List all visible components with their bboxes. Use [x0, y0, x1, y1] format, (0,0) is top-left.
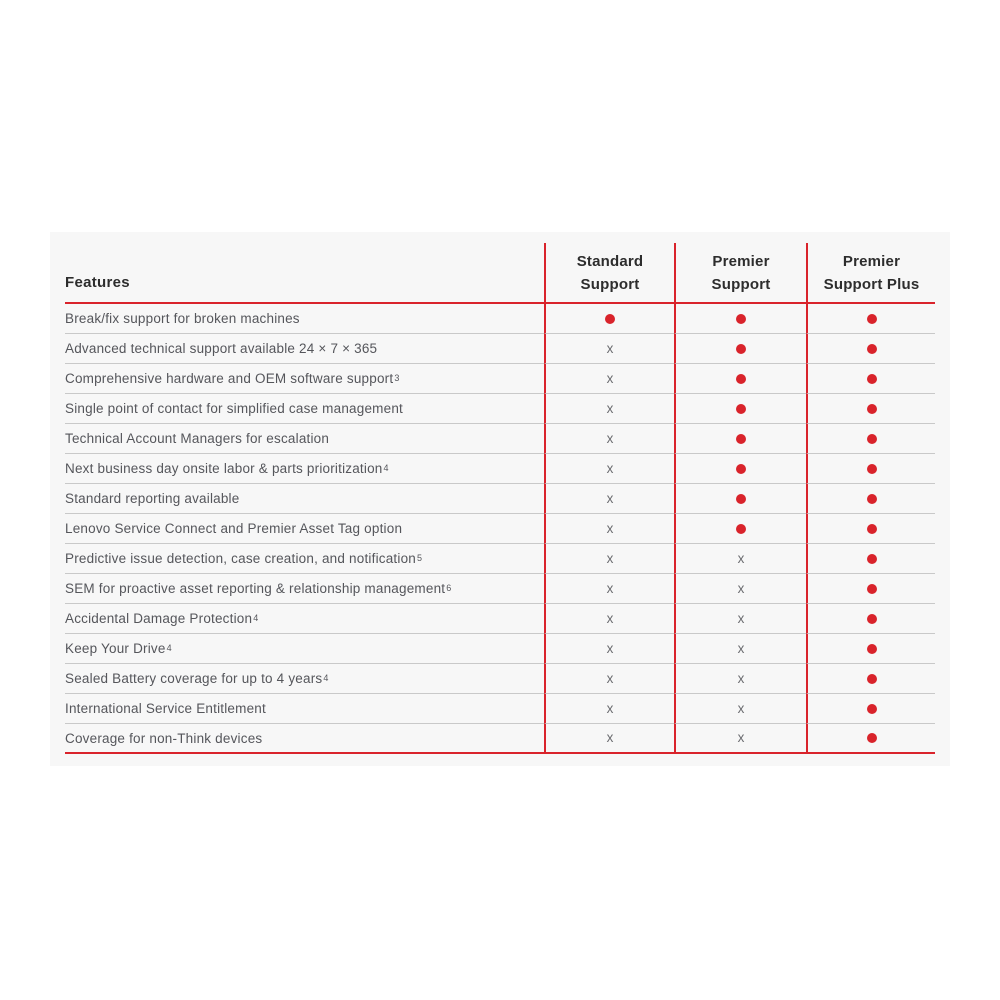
plan-name-line1: Premier: [842, 252, 901, 270]
not-included-x-mark: x: [606, 640, 614, 656]
not-included-x-mark: x: [737, 640, 745, 656]
availability-cell: [544, 424, 674, 454]
support-comparison-table: [65, 243, 935, 754]
not-included-x-mark: x: [606, 460, 614, 476]
availability-cell: [674, 694, 806, 724]
availability-cell: [544, 304, 674, 334]
not-included-x-mark: x: [606, 700, 614, 716]
availability-cell: [544, 664, 674, 694]
feature-text: Comprehensive hardware and OEM software support: [65, 371, 394, 386]
included-dot-icon: [867, 374, 877, 384]
feature-label: [65, 574, 544, 604]
plan-name-line2: Support: [711, 275, 771, 293]
not-included-x-mark: x: [737, 580, 745, 596]
availability-cell: [806, 664, 935, 694]
not-included-x-mark: x: [737, 670, 745, 686]
feature-text: Next business day onsite labor & parts prioritization: [65, 461, 383, 476]
feature-text: Coverage for non-Think devices: [65, 730, 263, 746]
included-dot-icon: [736, 434, 746, 444]
included-dot-icon: [867, 704, 877, 714]
availability-cell: [806, 604, 935, 634]
availability-cell: [806, 634, 935, 664]
feature-text: Lenovo Service Connect and Premier Asset Tag option: [65, 521, 403, 536]
included-dot-icon: [867, 674, 877, 684]
availability-cell: [806, 334, 935, 364]
plan-name-line2: Support Plus: [823, 275, 920, 293]
feature-label: [65, 664, 544, 694]
availability-cell: [544, 514, 674, 544]
plan-column-header-2: [674, 243, 806, 304]
plan-column-header-1: [544, 243, 674, 304]
availability-cell: [544, 484, 674, 514]
not-included-x-mark: x: [606, 580, 614, 596]
feature-label: [65, 334, 544, 364]
availability-cell: [806, 304, 935, 334]
feature-text: SEM for proactive asset reporting & relationship management: [65, 581, 446, 596]
availability-cell: [544, 604, 674, 634]
plan-name-line1: Standard: [576, 252, 644, 270]
included-dot-icon: [736, 464, 746, 474]
not-included-x-mark: x: [606, 370, 614, 386]
availability-cell: [674, 454, 806, 484]
feature-label: [65, 304, 544, 334]
feature-text: Standard reporting available: [65, 491, 240, 506]
included-dot-icon: [867, 733, 877, 743]
features-column-header: Features: [65, 243, 544, 304]
feature-label: [65, 604, 544, 634]
availability-cell: [544, 364, 674, 394]
not-included-x-mark: x: [737, 550, 745, 566]
included-dot-icon: [736, 524, 746, 534]
feature-text: International Service Entitlement: [65, 701, 266, 716]
feature-footnote-superscript: 4: [323, 673, 329, 683]
included-dot-icon: [736, 494, 746, 504]
availability-cell: [674, 304, 806, 334]
availability-cell: [806, 514, 935, 544]
availability-cell: [674, 664, 806, 694]
availability-cell: [544, 574, 674, 604]
availability-cell: [674, 364, 806, 394]
availability-cell: [544, 544, 674, 574]
included-dot-icon: [736, 374, 746, 384]
not-included-x-mark: x: [737, 730, 745, 746]
not-included-x-mark: x: [606, 520, 614, 536]
feature-label: [65, 394, 544, 424]
feature-footnote-superscript: 4: [253, 613, 259, 623]
availability-cell: [674, 484, 806, 514]
included-dot-icon: [867, 554, 877, 564]
availability-cell: [806, 424, 935, 454]
not-included-x-mark: x: [737, 610, 745, 626]
availability-cell: [544, 694, 674, 724]
availability-cell: [544, 394, 674, 424]
feature-text: Advanced technical support available 24 × 7 × 365: [65, 341, 378, 356]
availability-cell: [806, 574, 935, 604]
feature-footnote-superscript: 6: [446, 583, 452, 593]
included-dot-icon: [867, 404, 877, 414]
feature-label: [65, 454, 544, 484]
included-dot-icon: [736, 404, 746, 414]
availability-cell: [674, 574, 806, 604]
included-dot-icon: [867, 494, 877, 504]
plan-name-line1: Premier: [712, 252, 770, 270]
availability-cell: [674, 634, 806, 664]
feature-text: Technical Account Managers for escalation: [65, 431, 330, 446]
included-dot-icon: [867, 344, 877, 354]
not-included-x-mark: x: [606, 550, 614, 566]
feature-text: Sealed Battery coverage for up to 4 years: [65, 671, 323, 686]
included-dot-icon: [867, 644, 877, 654]
availability-cell: [806, 454, 935, 484]
included-dot-icon: [867, 464, 877, 474]
availability-cell: [674, 334, 806, 364]
feature-text: Single point of contact for simplified case management: [65, 401, 403, 416]
not-included-x-mark: x: [606, 490, 614, 506]
feature-label: [65, 544, 544, 574]
not-included-x-mark: x: [606, 400, 614, 416]
feature-label: [65, 424, 544, 454]
feature-text: Keep Your Drive: [65, 641, 166, 656]
feature-text: Predictive issue detection, case creation, and notification: [65, 551, 416, 566]
feature-text: Accidental Damage Protection: [65, 611, 253, 626]
availability-cell: [674, 394, 806, 424]
availability-cell: [806, 484, 935, 514]
availability-cell: [674, 514, 806, 544]
availability-cell: [544, 724, 674, 754]
included-dot-icon: [867, 614, 877, 624]
availability-cell: [806, 364, 935, 394]
not-included-x-mark: x: [737, 700, 745, 716]
feature-footnote-superscript: 4: [166, 643, 172, 653]
not-included-x-mark: x: [606, 430, 614, 446]
availability-cell: [674, 424, 806, 454]
availability-cell: [806, 544, 935, 574]
feature-label: [65, 724, 544, 754]
not-included-x-mark: x: [606, 670, 614, 686]
feature-footnote-superscript: 3: [394, 373, 400, 383]
included-dot-icon: [867, 584, 877, 594]
feature-text: Break/fix support for broken machines: [65, 311, 300, 326]
included-dot-icon: [736, 314, 746, 324]
included-dot-icon: [867, 524, 877, 534]
availability-cell: [674, 724, 806, 754]
plan-column-header-3: [806, 243, 935, 304]
not-included-x-mark: x: [606, 610, 614, 626]
not-included-x-mark: x: [606, 730, 614, 746]
plan-name-line2: Support: [580, 275, 640, 293]
feature-footnote-superscript: 4: [383, 463, 389, 473]
feature-label: [65, 484, 544, 514]
availability-cell: [544, 334, 674, 364]
availability-cell: [544, 454, 674, 484]
included-dot-icon: [867, 314, 877, 324]
availability-cell: [806, 724, 935, 754]
not-included-x-mark: x: [606, 340, 614, 356]
feature-label: [65, 694, 544, 724]
availability-cell: [674, 544, 806, 574]
feature-label: [65, 634, 544, 664]
availability-cell: [674, 604, 806, 634]
feature-label: [65, 364, 544, 394]
availability-cell: [806, 394, 935, 424]
availability-cell: [544, 634, 674, 664]
availability-cell: [806, 694, 935, 724]
included-dot-icon: [867, 434, 877, 444]
feature-footnote-superscript: 5: [417, 553, 423, 563]
included-dot-icon: [736, 344, 746, 354]
support-comparison-card: [50, 232, 950, 766]
feature-label: [65, 514, 544, 544]
included-dot-icon: [605, 314, 615, 324]
